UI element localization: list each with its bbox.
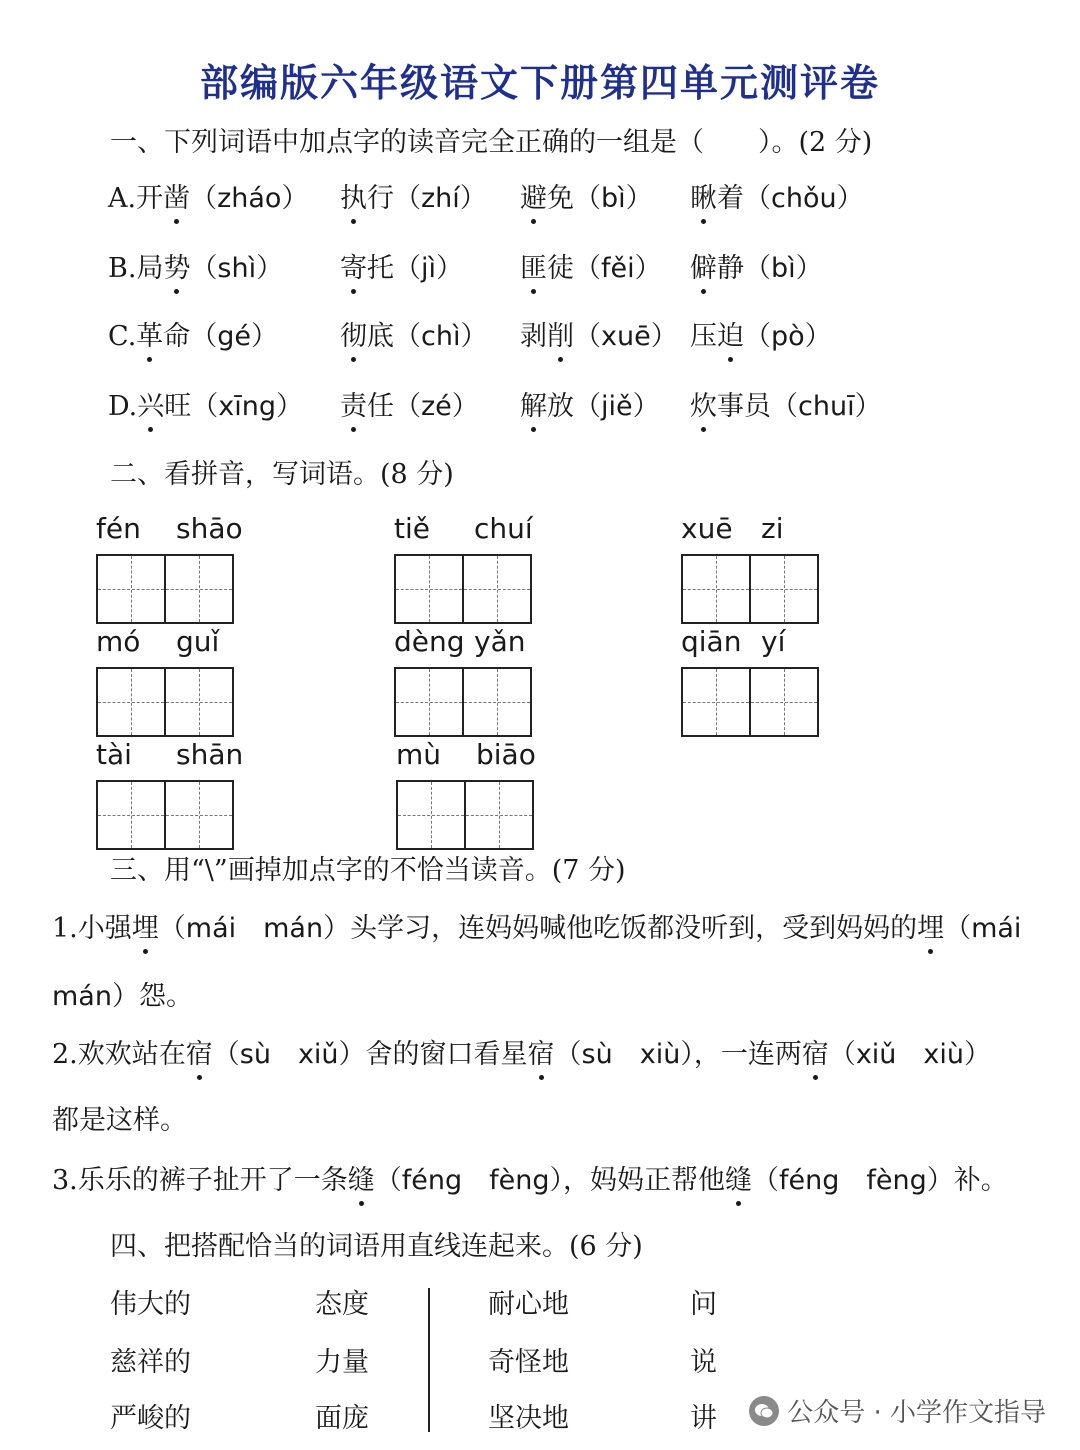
pinyin-syllable-2: chuí (474, 512, 533, 545)
s1-part-c: （mái (944, 913, 1022, 944)
match-word-col4-3[interactable]: 讲 (690, 1403, 717, 1434)
writing-box[interactable] (462, 669, 530, 735)
q1-option-label: D. (108, 391, 138, 422)
word-post: 任 (367, 391, 394, 422)
match-word-col2-2[interactable]: 力量 (315, 1347, 369, 1378)
dotted-char: 匪 (520, 246, 547, 285)
pinyin-word-4 (96, 625, 236, 737)
pinyin-syllable-1: dèng (394, 625, 465, 658)
word-post: 托 (367, 253, 394, 284)
match-word-col2-3[interactable]: 面庞 (315, 1403, 369, 1434)
q3-sentence-3 (52, 1158, 1008, 1197)
writing-box[interactable] (749, 669, 817, 735)
writing-box[interactable] (462, 556, 530, 622)
word-post: 放 (547, 391, 574, 422)
writing-box[interactable] (98, 669, 164, 735)
pinyin: （fěi） (574, 253, 662, 284)
pinyin-word-7 (96, 738, 244, 850)
dotted-char: 避 (520, 176, 547, 215)
pinyin: （chì） (394, 321, 488, 352)
writing-boxes (96, 554, 234, 624)
word-post: 徒 (547, 253, 574, 284)
q1-option-b-word-4 (690, 246, 823, 285)
writing-boxes (394, 554, 532, 624)
match-word-col1-2[interactable]: 慈祥的 (110, 1347, 191, 1378)
pinyin: （chǒu） (744, 183, 864, 214)
word-post: 事员 (717, 391, 771, 422)
pinyin-syllable-2: guǐ (176, 625, 220, 658)
pinyin-syllable-1: xuē (681, 512, 733, 545)
q3-heading: 三、用“\”画掉加点字的不恰当读音。(7 分) (110, 855, 626, 886)
match-word-col1-3[interactable]: 严峻的 (110, 1403, 191, 1434)
s2-dot-2: 宿 (528, 1032, 555, 1071)
writing-box[interactable] (164, 556, 232, 622)
dotted-char: 削 (547, 314, 574, 353)
pinyin-word-8 (396, 738, 536, 850)
q1-option-a-word-1 (108, 176, 308, 215)
writing-box[interactable] (464, 782, 532, 848)
q1-option-c-word-1 (108, 314, 278, 353)
q1-option-c-word-3 (520, 314, 678, 353)
pinyin-word-3 (681, 512, 821, 624)
word-post: 旺 (164, 391, 192, 422)
pinyin-syllable-2: yǎn (474, 625, 526, 658)
q1-option-a-word-2 (340, 176, 487, 215)
pinyin-syllable-1: tiě (394, 512, 430, 545)
word-post: 免 (547, 183, 574, 214)
writing-boxes (96, 667, 234, 737)
writing-box[interactable] (164, 782, 232, 848)
s3-part-a: 3.乐乐的裤子扯开了一条 (52, 1165, 348, 1196)
column-divider (428, 1288, 430, 1432)
pinyin: （jiě） (574, 391, 660, 422)
q3-sentence-2-line2: 都是这样。 (52, 1105, 187, 1136)
writing-boxes (96, 780, 234, 850)
pinyin-syllable-2: biāo (476, 738, 536, 771)
watermark-text: 公众号 · 小学作文指导 (787, 1398, 1046, 1428)
dotted-char: 兴 (137, 384, 164, 423)
s2-part-b: （sù xiǔ）舍的窗口看星 (212, 1039, 528, 1070)
q1-option-b-word-3 (520, 246, 662, 285)
writing-box[interactable] (396, 669, 462, 735)
dotted-char: 革 (136, 314, 163, 353)
writing-box[interactable] (683, 556, 749, 622)
pinyin-word-6 (681, 625, 821, 737)
q1-option-a-word-4 (690, 176, 864, 215)
s2-dot-1: 宿 (186, 1032, 213, 1071)
match-word-col3-2[interactable]: 奇怪地 (488, 1347, 569, 1378)
dotted-char: 迫 (717, 314, 744, 353)
pinyin-syllable-1: qiān (681, 625, 742, 658)
match-word-col3-3[interactable]: 坚决地 (488, 1403, 569, 1434)
q1-option-label: C. (108, 321, 137, 352)
pinyin-word-5 (394, 625, 534, 737)
q3-sentence-1-line2: mán）怨。 (52, 981, 193, 1012)
match-word-col2-1[interactable]: 态度 (315, 1289, 369, 1320)
pinyin-syllable-1: mó (96, 625, 141, 658)
s2-part-a: 2.欢欢站在 (52, 1039, 186, 1070)
pinyin-syllable-2: yí (761, 625, 786, 658)
word-pre: 开 (136, 183, 164, 214)
pinyin: （zé） (394, 391, 479, 422)
dotted-char: 执 (340, 176, 367, 215)
dotted-char: 彻 (340, 314, 367, 353)
word-pre: 压 (690, 321, 717, 352)
s3-dot-2: 缝 (725, 1158, 752, 1197)
match-word-col4-2[interactable]: 说 (690, 1347, 717, 1378)
q1-option-label: B. (108, 253, 137, 284)
pinyin: （jì） (394, 253, 464, 284)
q3-sentence-2 (52, 1032, 991, 1071)
writing-box[interactable] (396, 556, 462, 622)
q1-heading: 一、下列词语中加点字的读音完全正确的一组是（ ）。(2 分) (110, 127, 873, 158)
pinyin: （xīng） (191, 391, 304, 422)
pinyin-syllable-1: tài (96, 738, 132, 771)
writing-box[interactable] (398, 782, 464, 848)
q1-option-c-word-2 (340, 314, 487, 353)
pinyin: （xuē） (574, 321, 678, 352)
word-pre: 剥 (520, 321, 547, 352)
pinyin: （zháo） (190, 183, 309, 214)
match-word-col1-1[interactable]: 伟大的 (110, 1289, 191, 1320)
s1-part-a: 1.小强 (52, 913, 132, 944)
q1-option-d-word-1 (108, 384, 303, 423)
dotted-char: 寄 (340, 246, 367, 285)
q3-sentence-1 (52, 906, 1021, 945)
pinyin: （zhí） (394, 183, 487, 214)
pinyin-word-1 (96, 512, 243, 624)
dotted-char: 责 (340, 384, 367, 423)
pinyin-syllable-1: fén (96, 512, 141, 545)
page-title: 部编版六年级语文下册第四单元测评卷 (199, 60, 880, 105)
s3-part-b: （féng fèng），妈妈正帮他 (374, 1165, 726, 1196)
s3-dot-1: 缝 (348, 1158, 375, 1197)
pinyin-word-2 (394, 512, 534, 624)
s2-part-e: （xiǔ xiù） (828, 1039, 992, 1070)
dotted-char: 势 (163, 246, 190, 285)
pinyin: （shì） (190, 253, 284, 284)
writing-box[interactable] (683, 669, 749, 735)
q4-heading: 四、把搭配恰当的词语用直线连起来。(6 分) (110, 1231, 643, 1262)
q1-option-a-word-3 (520, 176, 653, 215)
writing-boxes (681, 667, 819, 737)
pinyin: （bì） (574, 183, 653, 214)
pinyin: （gé） (190, 321, 279, 352)
word-post: 着 (717, 183, 744, 214)
s2-part-c: （sù xiù），一连两 (554, 1039, 802, 1070)
wechat-icon (749, 1396, 779, 1426)
q1-option-label: A. (108, 183, 137, 214)
q1-option-b-word-2 (340, 246, 463, 285)
match-word-col4-1[interactable]: 问 (690, 1289, 717, 1320)
dotted-char: 僻 (690, 246, 717, 285)
writing-boxes (394, 667, 532, 737)
writing-box[interactable] (98, 782, 164, 848)
writing-box[interactable] (98, 556, 164, 622)
writing-boxes (681, 554, 819, 624)
word-pre: 局 (136, 253, 164, 284)
writing-boxes (396, 780, 534, 850)
q1-option-d-word-4 (690, 384, 882, 423)
pinyin-syllable-2: shān (176, 738, 244, 771)
s1-part-b: （mái mán）头学习，连妈妈喊他吃饭都没听到，受到妈妈的 (158, 913, 918, 944)
q1-option-d-word-3 (520, 384, 660, 423)
q1-option-d-word-2 (340, 384, 479, 423)
word-post: 静 (717, 253, 744, 284)
word-post: 底 (367, 321, 394, 352)
pinyin-syllable-2: shāo (176, 512, 243, 545)
writing-box[interactable] (164, 669, 232, 735)
q2-heading: 二、看拼音，写词语。(8 分) (110, 459, 454, 490)
pinyin: （bì） (744, 253, 823, 284)
pinyin: （chuī） (771, 391, 882, 422)
dotted-char: 解 (520, 384, 547, 423)
word-post: 命 (163, 321, 191, 352)
pinyin-syllable-1: mù (396, 738, 442, 771)
q1-option-c-word-4 (690, 314, 832, 353)
s1-dot-1: 埋 (132, 906, 159, 945)
dotted-char: 凿 (163, 176, 190, 215)
word-post: 行 (367, 183, 394, 214)
watermark (749, 1392, 1046, 1429)
pinyin: （pò） (744, 321, 832, 352)
s2-dot-3: 宿 (802, 1032, 829, 1071)
dotted-char: 瞅 (690, 176, 717, 215)
s3-part-c: （féng fèng）补。 (752, 1165, 1008, 1196)
match-word-col3-1[interactable]: 耐心地 (488, 1289, 569, 1320)
s1-dot-2: 埋 (917, 906, 944, 945)
pinyin-syllable-2: zi (761, 512, 784, 545)
dotted-char: 炊 (690, 384, 717, 423)
q1-option-b-word-1 (108, 246, 283, 285)
writing-box[interactable] (749, 556, 817, 622)
